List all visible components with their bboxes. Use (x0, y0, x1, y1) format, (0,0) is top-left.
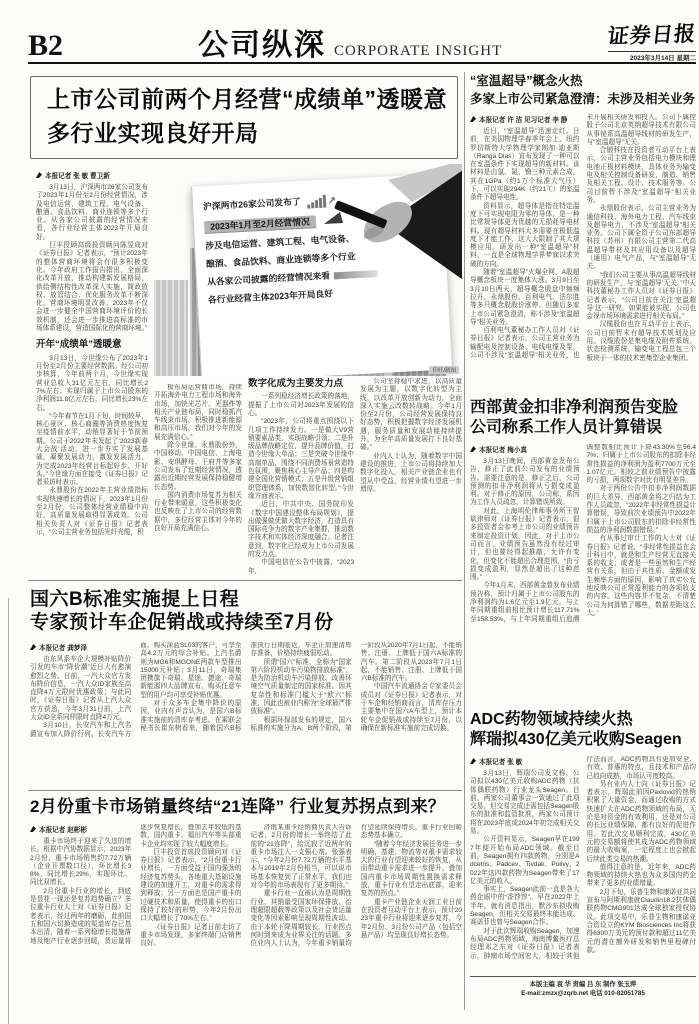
paragraph: “2023年，公司将重点围绕以下几项工作持续发力。一是做大V9营销要素品类，实现战略引领；二是升级品牌战略定位，提升品牌价值，打造今世缘大单品；三是突破今世缘中高端单品，围绕不同消费场景营造特色氛围，聚焦核心主导产品；四是构建全国化营销模式；五是升级营销组织管理体系，加快数智化转型。”今世缘方面表示。 (248, 418, 354, 500)
paragraph: 由东风系车企大规模补贴降价引发的车市“降价潮”近日大有愈演愈烈之势。日前，一汽大众官方发布降价信息，一汽大众ID家族至高直降4万元限时优惠政策；与此同时，《证券日报》记者从上汽大众官方获悉，今年3月31日前，上汽大众ID全系同样限时直降4万元。 (30, 656, 132, 722)
main-headline-line1: 上市公司前两个月经营“成绩单”透暖意 (47, 86, 447, 112)
paragraph: 百利电气董秘办工作人员对《证券日报》记者表示，公司主营业务为输配电及控制设备、电线电缆及泵，公司不涉及“室温超导”相关业务，也未开展相关研发和投入。公司下属控股子公司北京英纳超导技术有限公司从事铋系高温超导线材的研发生产，与“室温超导”无关。 (470, 114, 696, 360)
page-number: B2 (28, 29, 64, 62)
building-graphic (154, 280, 188, 376)
headline-line2: 公司称系工作人员计算错误 (470, 419, 663, 436)
main-article (36, 170, 462, 576)
headline-line2: 多家上市公司紧急澄清：未涉及相关业务 (470, 92, 696, 106)
paper-line: 酿酒、食品饮料、商业连锁等多个行业 (205, 251, 356, 269)
article-text (154, 384, 242, 533)
byline: 本报记者 赵彬彬 (30, 824, 131, 834)
main-headline-line2: 多行业实现良好开局 (47, 120, 259, 146)
paragraph: 业内人士认为，随着数字中国建设的推进，上市公司将持续加大数字化投入，相关产业链企业也有望从中受益，经营业绩有望进一步增厚。 (360, 452, 462, 493)
paragraph: 重卡产业链企业天润工业日前在投资者互动平台上表示，预计2023年重卡行业将迎来逐步复苏，今年2月份、3月份公司产品（包括空悬产品）均呈现良好增长态势。 (360, 898, 462, 939)
divider (28, 580, 462, 581)
headline-line2: 专家预计车企促销战或持续至7月份 (30, 612, 334, 633)
paper-line: 涉及电信运营、建筑工程、电气设备、 (204, 233, 355, 252)
right-column (470, 72, 696, 998)
paragraph: 巨丰投顾高级投资顾问陈昱成对《证券日报》记者表示，“预计2023年的整体营商环境将会有很多积极变化。今年政府工作报告指出，全面深化改革开放，推动构建新发展格局，供给侧结构性改革深入实施，简政放权、放管结合、优化服务改革不断深化，营商环境明显改善。2023年不仅会进一步健全中国营商环境评价的长效机制，还会进一步推进高标准的市场体系建设，营造国际化的营商环境。” (36, 242, 148, 333)
main-column-1 (36, 170, 148, 574)
paragraph: 中国电信在公告中披露，“2023年， (248, 559, 354, 574)
paragraph: 有从事过审计工作的人士对《证券日报》记者说，“非经常性损益在会计科目中，就是和生产经营无直接关系的收支；或者是一些虽然和生产经营有关系，但由于其性质、金额或发生频率方面的原因，影响了真实公允地反映公司正常盈利能力的各项收支的内容。这些内容并不复杂，不清楚公司为何算错了哪些，数据差距这么大。” (586, 535, 696, 617)
page-footer (470, 976, 696, 998)
hand-pen-graphic (316, 164, 462, 310)
headline-line1: 国六B标准实施提上日程 (30, 589, 240, 610)
paragraph: 所谓“国六”标准，全称为“国家第六阶段机动车污染物排放标准”，是为防治机动车污染排放、改善环境空气质量制定的国家标准。因其复杂性和标准门槛大于“欧六”标准，因此也被业内称为“全球最严排放标准”。 (250, 658, 352, 716)
paragraph: 《证券日报》记者日前走访了重卡市场发现，多家终端门店销售良好。 (140, 923, 242, 948)
paragraph: 对于此次辉瑞收购Seagen，加速布局ADC药物领域，海南博鳌医疗总经理邓之东对《证券日报》记者表示，肿瘤市场空间宏大，相较于其他疗法而言，ADC药物具有更加安全、有效、普惠的特点，且技术和产品均已趋向成熟，市场认可度较高。 (470, 756, 696, 960)
paragraph: 对于两份公告中扣非净利润数据的巨大差异，西部黄金将之归结为工作人员疏忽，“2022年非经常性损益计算错误，导致前次业绩预告中2022年归属于上市公司股东的扣除非经常性损益的净利润数据错误。” (586, 485, 696, 534)
newspaper-logo (608, 19, 696, 62)
paragraph: 对于众多车企集中降价的原因，业内有声音认为，是国六B标准实施前的清库存考虑。在乘联会秘书长崔东树看来，随着国六B标准执行日期临近，车企正加速清库存准备，价格持续疲弱松动。 (140, 642, 352, 732)
paragraph: 重卡行业一直被认为是周期性行业，其销量受国家环保排放、治理超限超载等政策以及社会货运量变化等因素影响呈现周期性波动。由于本轮下降周期较长，行业拐点何时到来成为业界关注的话题。多位业内人士认为，今年重卡销量均有望延续保持增长，重卡行业回暖态势基本确立。 (250, 824, 462, 948)
paragraph: “今年春节在1月下旬，时间较早，核心景区、核心商圈等消费热度恢复至疫情前水平，动销显著好于节前预期。公司于2022年末发起了‘2023新春大会战’活动，进一步夯实了发展基础，凝聚发展动力，激发发展活力，为完成2023年经营目标起好步、开好头。”今世缘方面在接受《证券日报》记者采访时表示。 (36, 412, 148, 487)
paragraph: 一系列稳经济增长政策的落地，提振了上市公司对2023年发展的信心。 (248, 393, 354, 417)
pen-icon (470, 116, 476, 122)
byline: 本报记者 张 敏 (470, 756, 580, 766)
paper-line: 从各家公司披露的经营情况来看 (206, 270, 331, 287)
footer-contact-line: E-mail:zmzx@zqrb.net 电话 010-82051785 (521, 990, 645, 997)
pen-icon (36, 172, 42, 178)
paragraph: 事实上，Seagen此前一直是各大药企眼中的“香饽饽”。早在2022年上半年，就有消息指出，默沙东拟收购Seagen，但相关交易最终未能达成。赛诺菲也曾与Seagen合作。 (470, 886, 580, 927)
paragraph: 3月13日，辉瑞公司发文称，公司拟以430亿美元收购ADC药物（抗体偶联药物）行业龙头Seagen。目前，两家公司董事会一致通过了此项交易，但交易完成还需包括Seagen股东的批准和监管批准，两家公司预计将在2023年底或2024年初完成相关交易。 (470, 770, 580, 836)
paragraph: 对此，上海明伦律师事务所王智斌律师对《证券日报》记者表示，很多投资者会参考上市公司的业绩预告来制定投资计划，因此，对于上市公司而言，业绩预告虽然没有经过审计，但也要经得起推敲，允许有变化，但变化不能超出合理范围，“由亏损变成盈利，显然是超出了这种范围。” (470, 507, 580, 582)
subheading: 数字化成为主要发力点 (248, 378, 344, 389)
paragraph: 另有业内人士向《证券日报》记者表示，辉瑞此前因Paxlovid的热销积累了大量资金，而通过收购的方式快速扩大在ADC药物领域的布局，无论是对资金的有效利用，还是对公司的长远业绩保障，都有良好的促进作用。若此次交易顺利完成，430亿美元的交易额将使其成为ADC药物领域的最大收购案，一定程度上也会掀起后续此类交易的热潮。 (586, 780, 696, 863)
paragraph: 3月13日晚间，西部黄金发布公告，修正了此前公司发布的业绩预告。需要注意的是，修正之后，公司预测的扣非净利润将从亏损变成盈利。对于修正的原因，公司称，系因为工作人员疏忽，计算错误所致。 (470, 458, 580, 507)
article-text (30, 642, 462, 739)
paragraph: “随着今年经济发展任务进一步明确，基建、物流等对重卡需求较大的行业有望迎来较好的恢复，从而带动重卡需求进一步提升，叠加国内重卡市场周期性置换需求释放，重卡行业有望走出底部，迎来复苏的拐点。” (360, 840, 462, 898)
pen-icon (30, 644, 36, 650)
paragraph: 济南某重卡经销商负责人告诉记者，2月份的增长一举终结了此前的“21连降”，给沉寂了近两年的重卡市场注入一支强心剂。张强表示，“今年2月份7.72万辆的水平基本与2019年2月份相当，可以说市场基本恢复到了正常水平，我们也对今年的市场表现有了更多期待。” (250, 824, 352, 890)
article-truck (30, 796, 462, 1000)
illustration (154, 164, 462, 376)
paragraph: 合锻科技在投资者互动平台上表示，公司主营业务包括电力模块和锂电池正极材料模块，具体业务为输变电及相关控制设备研发、制造、销售及相关工程、设计、技术服务等。公司目前暂不涉及“室温超导”相关业务。 (586, 147, 696, 204)
byline: 本报记者 梅小真 (470, 444, 580, 454)
headline-line1: ADC药物领域持续火热 (470, 711, 633, 728)
paragraph: 2月下旬，乐普生物和康诺亚共同宣布与阿斯利康就Claudin18.2抗体偶联药物CMG901达成全球独家授权协议。此项交易中，乐普生物和康诺亚合资设立的KYM Biosciences Inc将获得6300万美元的预付款和超过11亿美元的潜在额外研发和销售里程碑付款。 (586, 888, 696, 954)
main-column-4 (360, 378, 462, 574)
paragraph: 2月份重卡行业的增长，到底是昙花一现还是复苏趋势确立？多位重卡行业人士对《证券日报》记者表示，经过两年的磨砺，此前国五和国六切换造成的渠道库存已基本出清，随着一系列稳增长措施落地及地产行业逐步回暖，货运量将逐步恢复增长，叠加去年较低的基数，国内重卡、福田汽车等头部重卡企业均实现了较大幅度增长。 (30, 824, 242, 945)
paragraph: 国内消费市场复苏为相关行业带来暖意，这些积极变化也反映在了上市公司的经营数据中，多位经营主体对今年的良好开局充满信心。 (154, 491, 242, 533)
paragraph: 巨丰投资首席投资顾问对《证券日报》记者表示，“2月份重卡行业增长，一方面受益于国内强劲的经济复苏势头，各地重大基础设施建设的加速开工，对重卡的需求得到释放；另一方面也是国产重卡的过硬技术和质量，使得重卡的出口保持了较好的形势，今年2月份出口大幅增长了70%左右。” (140, 848, 242, 923)
paragraph: 3月13日，今世缘公布了2023年1月份至2月份主要经营数据。经公司初步核算，今年前两个月，今世缘实现营业总收入31亿元左右，同比增长27%左右；实现归属于上市公司股东的净利润11.8亿元左右，同比增长23%左右。 (36, 354, 148, 412)
article-text (360, 378, 462, 494)
illustration-credit: 佳旺/制图 (429, 366, 459, 374)
paragraph: 3月10日，长安汽车和上汽名爵宣布加入降价行列。长安汽车方面，购买深蓝SL03的客户，可享至高4.2万元的综合补贴。上汽名爵则为MG6和MGONE两款车型推出15000元补贴；3月11日，奇瑞集团携旗下奇瑞、星途、捷途、奇瑞新能源四大品牌宣布，购买任意车型的用户均可享受补贴优惠。 (30, 642, 242, 738)
article-text (470, 756, 696, 961)
headline-line1: 西部黄金扣非净利润预告变脸 (470, 399, 679, 416)
article-text (470, 114, 696, 363)
paragraph: 值得注意的是，近年来，ADC药物领域的持续火热也为众多国内药企带来了更多的业绩增量。 (586, 863, 696, 888)
article-western-gold (470, 398, 696, 684)
paragraph: 重卡市场终于迎来了久违的增长。根据中汽协数据显示，2023年2月份，重卡市场销售约7.72万辆（企业开票数口径），环比增长38%，同比增长29%，实现环比、同比双增长。 (30, 838, 132, 887)
paragraph: 近日，中共中央、国务院印发《数字中国建设整体布局规划》，提出做强做优做大数字经济，打造具有国际竞争力的数字产业集群，推动数字技术和实体经济深度融合。记者注意到，数字化已经成为上市公司发展的发力点。 (248, 501, 354, 559)
paragraph: 公司坚持稳中求进，以高质量发展为主题，以数字化转型为主线，以改革开放创新为动力，全面深入实施云改数转战略。今年1月份至2月份，公司经营发展保持良好态势，积极把握数字经济发展机遇，服务质量和发展动能持续提升，为全年高质量发展打下良好基础。” (360, 378, 462, 452)
article-text (470, 444, 696, 624)
pen-icon (470, 758, 476, 764)
main-column-2 (154, 384, 242, 574)
divider (464, 72, 465, 1010)
paragraph: 随着“室温超导”火爆全网，A股超导概念板块一度集体大涨。3月9日至3月10日两天，超导概念股盘中频频拉升，永鼎股份、百利电气、法尔胜等多只概念股股价涨停。但随后多家上市公司紧急澄清，称不涉及“室温超导”相关业务。 (470, 269, 580, 326)
main-column-3 (248, 378, 354, 574)
section-title-block (198, 31, 502, 61)
date-line: 2023年3月14日 星期二 (608, 51, 696, 62)
paper-line: 各行业经营主体2023年开局良好 (207, 288, 334, 305)
byline: 本报记者 张 敏 曹卫新 (36, 170, 148, 180)
paragraph: 中国汽车流通协会专家委员会成员对《证券日报》记者表示，对于车企和经销商而言，清库存压力主要集中在国六A车型上，预计本轮车企促销战或持续至7月份，以确保在新标准实施前完成切换。 (360, 683, 462, 732)
paragraph: 近日，“室温超导”迅速走红。日前，在美国物理学春季年会上，纽约罗切斯特大学物理学家朗加·迪亚斯（Ranga Dias）宣布发现了一种可以在室温条件下实现超导的新材料。该材料是由氢、氮、镥三种元素合成，其在1GPa（约1万个标准大气压）下，可以实现294K（约21℃）的室温条件下超导电性。 (470, 128, 580, 202)
byline: 本报记者 许 洁 见习记者 李 静 (470, 114, 580, 124)
section-subtitle: CORPORATE INSIGHT (334, 43, 503, 59)
paragraph: 3月13日，沪深两市26家公司发布了2023年1月份至2月份经营情况，涉及电信运营、建筑工程、电气设备、酿酒、食品饮料、商业连锁等多个行业。从各家公司披露的经营情况来看，各行业经营主体2023年开局良好。 (36, 184, 148, 241)
headline-line2: 辉瑞拟430亿美元收购Seagen (470, 731, 682, 748)
paragraph: 除今世缘、永鼎股份外，中国移动、中国电信、上海电影、安琪酵母、王府井等多家公司发布了近期经营情况，透露出近期经营发展保持稳健增长态势。 (154, 442, 242, 491)
paragraph: 汉缆股份也在互动平台上表示，公司目前暂未有超导技术规划及应用。汉缆股份是集电缆及附件系统、状态检测系统、输变电工程总包三个板块于一体的技术密集型企业集团。 (586, 321, 696, 362)
article-superconductor (470, 72, 696, 366)
article-adc (470, 710, 696, 968)
section-title: 公司纵深 (198, 29, 326, 62)
paragraph: 永鼎股份在2022年主营业绩指标实现快速增长的情况下，2023年1月份至2月份，公司整体经营业绩稳中向好，高质量发展取得显著成效。公司相关负责人对《证券日报》记者表示，“公司主营业务包括光纤光缆，积 (36, 487, 148, 536)
article-body (470, 114, 696, 366)
article-text (36, 355, 148, 538)
article-body (470, 444, 696, 684)
paragraph: 公开资料显示，Seagen早在1997年便开始布局ADC领域。截至目前，Seagen拥有四款药物，分别是Adcetris、Padcev、Tivdak、Polivy，2022年这四款药物为Seagen带来了17亿美元的收入。 (470, 836, 580, 885)
paragraph: 根据环保部发布的规定，国六标准的实施分为A、B两个阶段，第一阶段从2020年7月1日起，不能销售、注册、上牌低于国六A标准的汽车。第二阶段从2023年7月1日起，不能销售、注册、上牌低于国六B标准的汽车。 (250, 642, 462, 732)
article-body (30, 824, 462, 1000)
paragraph: 永鼎股份表示，公司主营业务为通信科技、海外电力工程、汽车线束及超导电力，不涉及“室温超导”相关业务。公司下属全资子公司东部超导科技（苏州）有限公司主营第二代高温超导带材及其应用设备以及超导（通用）电气产品，与“室温超导”无关。 (586, 205, 696, 271)
article-guoliu-b (30, 588, 462, 794)
byline: 本报记者 龚梦泽 (30, 642, 131, 652)
paragraph: “我们公司主要从事高温超导线材的研发生产，与‘室温超导’无关。”中天科技董秘办工作人员对《证券日报》记者表示，“公司目前在关注‘室温超导’这一研究，如果能被实现，公司也会视市场环境需求进行相关布局。” (586, 271, 696, 321)
pen-icon (30, 826, 36, 832)
article-text (248, 393, 354, 574)
main-headline-box (30, 76, 458, 159)
page-header (28, 22, 696, 64)
newspaper-name: 证券日报 (606, 21, 698, 49)
article-body (470, 756, 696, 968)
article-body (30, 642, 462, 794)
paper-highlight: 2023年1月至2月经营情况 (204, 215, 316, 234)
article-text (30, 824, 462, 948)
headline: 2月份重卡市场销量终结“21连降” 行业复苏拐点到来？ (30, 797, 446, 816)
page-edge-line (8, 598, 9, 1024)
subheading: 开年“成绩单”透暖意 (36, 339, 122, 351)
article-text (36, 184, 148, 333)
pen-icon (470, 446, 476, 452)
paragraph: 资料显示，超导体是指在特定温度下可实现电阻为零的导体，是一种比常规导体更为优越的无损耗导电材料。现有超导材料大多需要在极低温度下才能工作，这大大限制了其大规模应用。研发出一种“室温超导”材料，一直是全球物理学界梦寐以求突破的方向。 (470, 202, 580, 268)
footer-staff-line: 本版主编 袁 华 责编 吕 东 制作 张玉萍 (529, 981, 637, 988)
paper-line: 沪深两市26家公司发布了 (202, 196, 301, 212)
paragraph: 今年1月末，西部黄金曾发布业绩预告称，预计归属于上市公司股东的净利润约为1.6亿元至1.9亿元，与上年同期重组前相比预计增长117.71%至158.53%，与上年同期重组后追溯调整数相比预计下降43.30%至56.47%；归属于上市公司股东的扣除非经常性损益的净利润为盈利7700万元至1.07亿元。相较之前业绩预告中披露的亏损，两项数字对比有明显差异。 (470, 444, 696, 623)
paragraph: 极布局运营商市场，持续开拓海外电力工程市场和海外市场，加快光芯片、光器件等相关产业链布局，同时稳抓汽车线束市场，积极推进新能源和高压市场，我们对今年的发展充满信心。” (154, 384, 242, 441)
headline-line1: “室温超导”概念火热 (470, 74, 583, 88)
